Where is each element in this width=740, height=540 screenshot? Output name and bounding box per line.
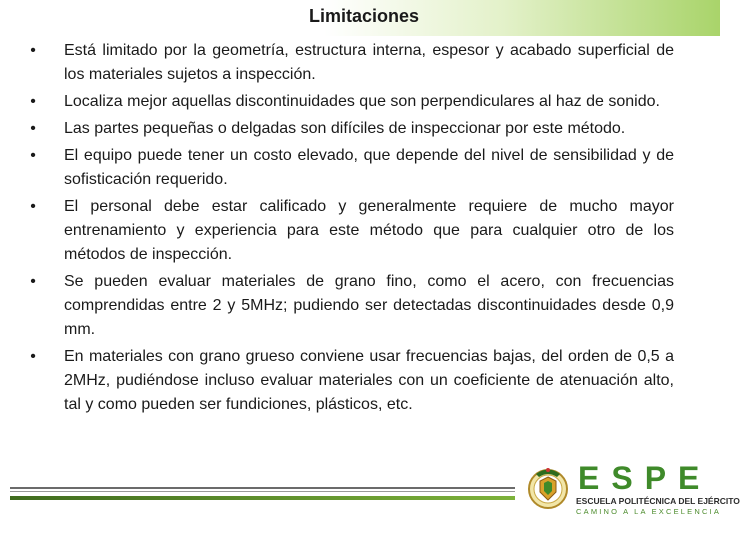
bullet-text: Localiza mejor aquellas discontinuidades que son perpendiculares al haz de sonido. <box>64 93 660 110</box>
bullet-text: Las partes pequeñas o delgadas son difíciles de inspeccionar por este método. <box>64 120 626 137</box>
bullet-text: En materiales con grano grueso conviene usar frecuencias bajas, del orden de 0,5 a 2MHz, pudiéndose incluso evaluar materiales con un coeficiente de atenuación alto, tal y como pueden ser fundiciones, plásticos, etc. <box>64 348 674 413</box>
logo-subtitle: ESCUELA POLITÉCNICA DEL EJÉRCITO <box>576 496 740 506</box>
bullet-item <box>26 144 674 192</box>
bullet-dot: • <box>30 348 36 365</box>
bullet-item <box>26 117 674 141</box>
bullet-item <box>26 195 674 267</box>
institution-seal-icon <box>523 462 573 512</box>
bullet-text: El personal debe estar calificado y generalmente requiere de mucho mayor entrenamiento y experiencia para este método que para cualquier otro de los métodos de inspección. <box>64 198 674 263</box>
bullet-list <box>26 39 674 420</box>
brand-logo-letters: ESPE <box>578 460 712 496</box>
logo-tagline: CAMINO A LA EXCELENCIA <box>576 507 722 516</box>
bullet-dot: • <box>30 42 36 59</box>
bullet-dot: • <box>30 120 36 137</box>
footer-divider <box>10 487 515 489</box>
bullet-item <box>26 90 674 114</box>
bullet-text: El equipo puede tener un costo elevado, que depende del nivel de sensibilidad y de sofisticación requerido. <box>64 147 674 188</box>
slide-title: Limitaciones <box>308 6 420 26</box>
bullet-dot: • <box>30 273 36 290</box>
footer-accent-bar <box>10 496 515 500</box>
bullet-item <box>26 39 674 87</box>
bullet-dot: • <box>30 198 36 215</box>
bullet-text: Se pueden evaluar materiales de grano fino, como el acero, con frecuencias comprendidas entre 2 y 5MHz; pudiendo ser detectadas discontinuidades desde 0,9 mm. <box>64 273 674 338</box>
bullet-text: Está limitado por la geometría, estructura interna, espesor y acabado superficial de los materiales sujetos a inspección. <box>64 42 674 83</box>
bullet-dot: • <box>30 147 36 164</box>
bullet-item <box>26 270 674 342</box>
bullet-dot: • <box>30 93 36 110</box>
footer-divider <box>10 491 515 492</box>
bullet-item <box>26 345 674 417</box>
